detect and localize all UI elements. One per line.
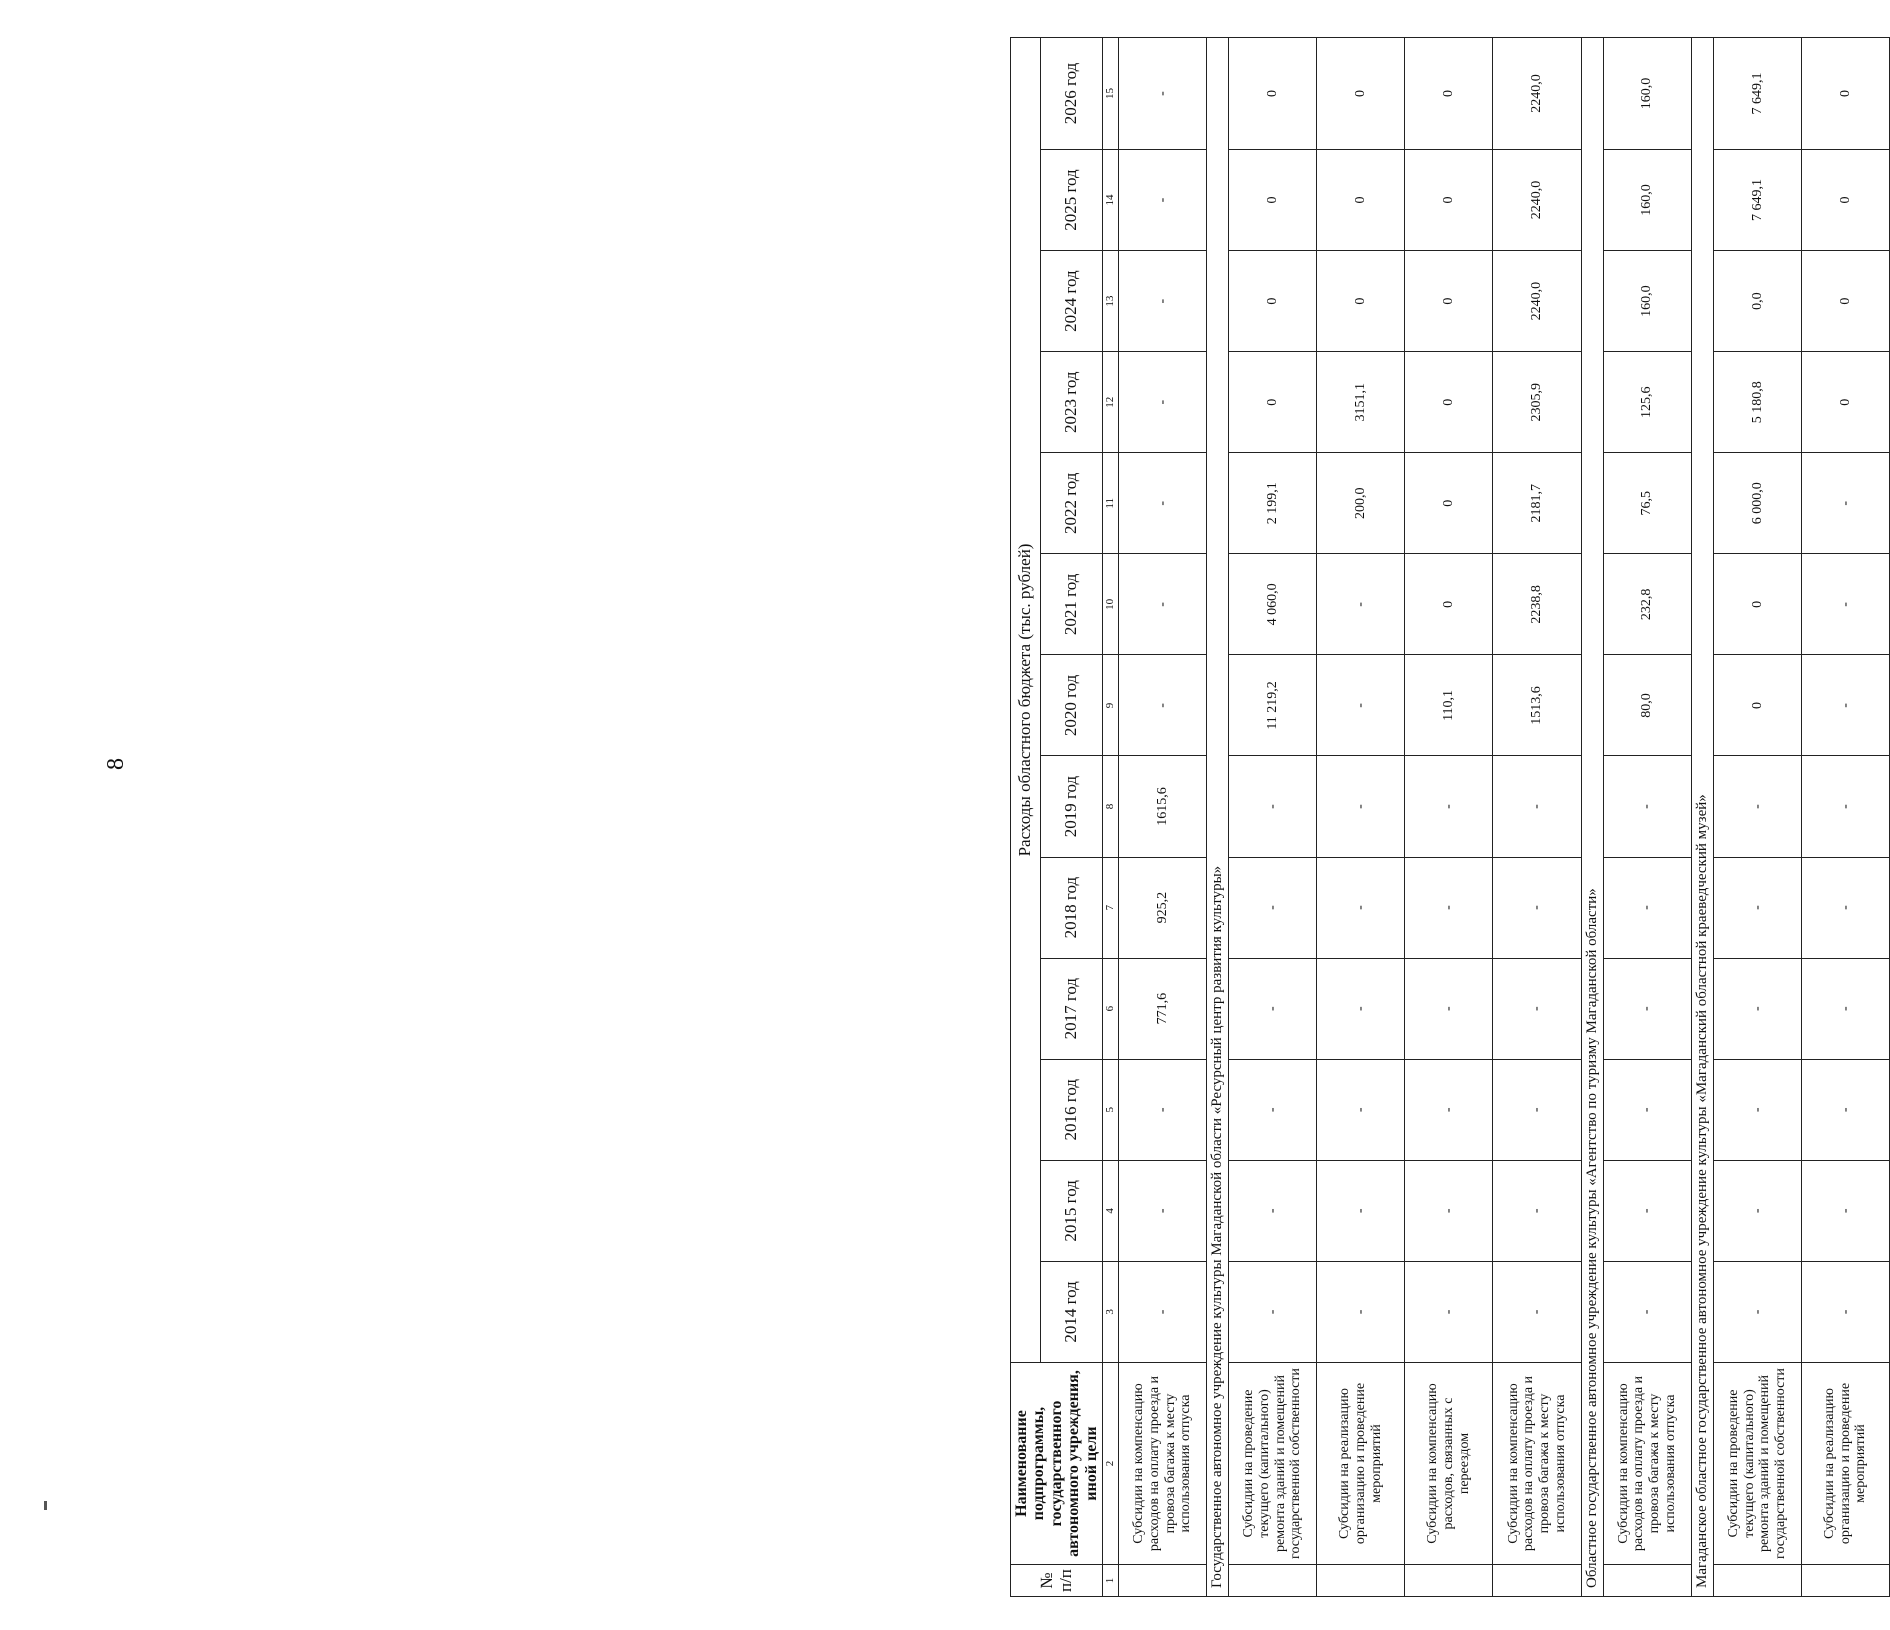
column-number: 11 xyxy=(1103,453,1119,554)
budget-value: - xyxy=(1493,1261,1581,1362)
column-number: 3 xyxy=(1103,1261,1119,1362)
budget-value: 771,6 xyxy=(1119,958,1207,1059)
budget-value: 0 xyxy=(1229,150,1317,251)
year-header: 2023 год xyxy=(1041,352,1103,453)
subsidy-name: Субсидии на реализацию организацию и проведение мероприятий xyxy=(1317,1362,1405,1564)
budget-value: 2181,7 xyxy=(1493,453,1581,554)
column-number: 10 xyxy=(1103,554,1119,655)
year-header: 2016 год xyxy=(1041,1059,1103,1160)
budget-value: 160,0 xyxy=(1603,150,1691,251)
budget-value: 0 xyxy=(1405,554,1493,655)
column-number: 14 xyxy=(1103,150,1119,251)
column-number: 5 xyxy=(1103,1059,1119,1160)
row-number-cell xyxy=(1801,1565,1889,1597)
budget-value: 0 xyxy=(1317,251,1405,352)
column-number: 1 xyxy=(1103,1565,1119,1597)
budget-value: 200,0 xyxy=(1317,453,1405,554)
budget-value: - xyxy=(1801,453,1889,554)
budget-value: - xyxy=(1119,352,1207,453)
budget-value: - xyxy=(1405,1261,1493,1362)
budget-value: - xyxy=(1119,150,1207,251)
budget-value: 1513,6 xyxy=(1493,655,1581,756)
year-header: 2018 год xyxy=(1041,857,1103,958)
subsidy-name: Субсидии на компенсацию расходов на оплату проезда и провоза багажа к месту использования отпуска xyxy=(1493,1362,1581,1564)
row-number-cell xyxy=(1405,1565,1493,1597)
column-number: 9 xyxy=(1103,655,1119,756)
column-number: 8 xyxy=(1103,756,1119,857)
budget-value: - xyxy=(1405,756,1493,857)
row-number-cell xyxy=(1493,1565,1581,1597)
budget-value: - xyxy=(1603,756,1691,857)
budget-value: 925,2 xyxy=(1119,857,1207,958)
budget-value: - xyxy=(1229,756,1317,857)
budget-value: - xyxy=(1229,1160,1317,1261)
budget-value: - xyxy=(1801,1261,1889,1362)
budget-value: 7 649,1 xyxy=(1713,150,1801,251)
budget-value: 0 xyxy=(1229,251,1317,352)
col-number-header: № п/п xyxy=(1011,1565,1103,1597)
budget-value: 4 060,0 xyxy=(1229,554,1317,655)
budget-value: - xyxy=(1801,756,1889,857)
column-number: 7 xyxy=(1103,857,1119,958)
budget-value: 0 xyxy=(1713,554,1801,655)
year-header: 2020 год xyxy=(1041,655,1103,756)
budget-value: - xyxy=(1119,554,1207,655)
budget-value: - xyxy=(1317,857,1405,958)
budget-value: - xyxy=(1713,1261,1801,1362)
budget-value: - xyxy=(1713,958,1801,1059)
budget-value: 1615,6 xyxy=(1119,756,1207,857)
budget-value: 0 xyxy=(1317,150,1405,251)
row-number-cell xyxy=(1229,1565,1317,1597)
budget-value: 110,1 xyxy=(1405,655,1493,756)
budget-value: 2 199,1 xyxy=(1229,453,1317,554)
budget-value: - xyxy=(1493,958,1581,1059)
budget-value: - xyxy=(1229,857,1317,958)
subsidy-name: Субсидии на проведение текущего (капитального) ремонта зданий и помещений государственной собственности xyxy=(1229,1362,1317,1564)
budget-value: 5 180,8 xyxy=(1713,352,1801,453)
budget-value: 11 219,2 xyxy=(1229,655,1317,756)
subsidy-name: Субсидии на реализацию организацию и проведение мероприятий xyxy=(1801,1362,1889,1564)
budget-value: - xyxy=(1801,1059,1889,1160)
budget-value: 0 xyxy=(1405,150,1493,251)
budget-value: - xyxy=(1119,1059,1207,1160)
column-number: 4 xyxy=(1103,1160,1119,1261)
column-number: 6 xyxy=(1103,958,1119,1059)
budget-value: - xyxy=(1405,958,1493,1059)
year-header: 2024 год xyxy=(1041,251,1103,352)
year-header: 2025 год xyxy=(1041,150,1103,251)
budget-value: - xyxy=(1603,1059,1691,1160)
budget-table-rotated xyxy=(1010,37,1890,1597)
budget-value: - xyxy=(1317,655,1405,756)
budget-value: 0 xyxy=(1405,251,1493,352)
budget-value: 0,0 xyxy=(1713,251,1801,352)
institution-section-title: Государственное автономное учреждение культуры Магаданской области «Ресурсный центр развития культуры» xyxy=(1207,38,1229,1597)
column-number: 12 xyxy=(1103,352,1119,453)
budget-value: - xyxy=(1119,1261,1207,1362)
year-header: 2022 год xyxy=(1041,453,1103,554)
budget-value: 0 xyxy=(1405,352,1493,453)
budget-table xyxy=(1010,37,1890,1597)
budget-value: - xyxy=(1119,251,1207,352)
budget-value: - xyxy=(1229,958,1317,1059)
budget-value: - xyxy=(1603,958,1691,1059)
budget-value: - xyxy=(1119,1160,1207,1261)
budget-value: - xyxy=(1603,1160,1691,1261)
budget-value: - xyxy=(1801,958,1889,1059)
column-number: 2 xyxy=(1103,1362,1119,1564)
row-number-cell xyxy=(1317,1565,1405,1597)
year-header: 2014 год xyxy=(1041,1261,1103,1362)
budget-value: - xyxy=(1603,1261,1691,1362)
budget-value: 0 xyxy=(1229,352,1317,453)
budget-value: 0 xyxy=(1405,453,1493,554)
budget-value: 80,0 xyxy=(1603,655,1691,756)
budget-value: - xyxy=(1801,857,1889,958)
budget-value: 125,6 xyxy=(1603,352,1691,453)
budget-value: 232,8 xyxy=(1603,554,1691,655)
budget-value: 3151,1 xyxy=(1317,352,1405,453)
col-name-header: Наименование подпрограммы, государственного автономного учреждения, иной цели xyxy=(1011,1362,1103,1564)
institution-section-title: Магаданское областное государственное автономное учреждение культуры «Магаданский областной краеведческий музей» xyxy=(1691,38,1713,1597)
column-number: 13 xyxy=(1103,251,1119,352)
budget-value: - xyxy=(1493,756,1581,857)
row-number-cell xyxy=(1603,1565,1691,1597)
budget-value: - xyxy=(1801,554,1889,655)
budget-value: 2240,0 xyxy=(1493,38,1581,150)
budget-value: - xyxy=(1405,1160,1493,1261)
year-header: 2021 год xyxy=(1041,554,1103,655)
year-header: 2019 год xyxy=(1041,756,1103,857)
budget-value: 0 xyxy=(1229,38,1317,150)
row-number-cell xyxy=(1119,1565,1207,1597)
budget-value: 0 xyxy=(1801,150,1889,251)
budget-value: 2240,0 xyxy=(1493,251,1581,352)
budget-value: 0 xyxy=(1405,38,1493,150)
budget-value: - xyxy=(1317,756,1405,857)
budget-value: 7 649,1 xyxy=(1713,38,1801,150)
subsidy-name: Субсидии на проведение текущего (капитального) ремонта зданий и помещений государственной собственности xyxy=(1713,1362,1801,1564)
subsidy-name: Субсидии на компенсацию расходов на оплату проезда и провоза багажа к месту использования отпуска xyxy=(1603,1362,1691,1564)
row-number-cell xyxy=(1713,1565,1801,1597)
budget-value: - xyxy=(1493,1059,1581,1160)
budget-value: 0 xyxy=(1317,38,1405,150)
budget-value: - xyxy=(1405,857,1493,958)
budget-value: 0 xyxy=(1801,38,1889,150)
budget-value: - xyxy=(1713,1160,1801,1261)
budget-value: - xyxy=(1493,857,1581,958)
budget-value: - xyxy=(1801,655,1889,756)
budget-group-header: Расходы областного бюджета (тыс. рублей) xyxy=(1011,38,1041,1363)
budget-value: 0 xyxy=(1801,352,1889,453)
budget-value: 160,0 xyxy=(1603,38,1691,150)
budget-value: 0 xyxy=(1801,251,1889,352)
year-header: 2015 год xyxy=(1041,1160,1103,1261)
budget-value: 2238,8 xyxy=(1493,554,1581,655)
budget-value: - xyxy=(1317,1059,1405,1160)
budget-value: - xyxy=(1801,1160,1889,1261)
budget-value: - xyxy=(1713,1059,1801,1160)
budget-value: - xyxy=(1119,38,1207,150)
budget-value: - xyxy=(1405,1059,1493,1160)
budget-value: - xyxy=(1603,857,1691,958)
budget-value: 2305,9 xyxy=(1493,352,1581,453)
subsidy-name: Субсидии на компенсацию расходов, связанных с переездом xyxy=(1405,1362,1493,1564)
budget-value: - xyxy=(1713,857,1801,958)
budget-value: - xyxy=(1317,958,1405,1059)
budget-value: - xyxy=(1317,1160,1405,1261)
budget-value: 2240,0 xyxy=(1493,150,1581,251)
budget-value: - xyxy=(1229,1261,1317,1362)
subsidy-name: Субсидии на компенсацию расходов на оплату проезда и провоза багажа к месту использования отпуска xyxy=(1119,1362,1207,1564)
scan-mark xyxy=(44,1501,47,1510)
budget-value: - xyxy=(1713,756,1801,857)
page-number: 8 xyxy=(103,758,129,770)
budget-value: - xyxy=(1119,453,1207,554)
budget-value: 0 xyxy=(1713,655,1801,756)
institution-section-title: Областное государственное автономное учреждение культуры «Агентство по туризму Магаданской области» xyxy=(1581,38,1603,1597)
budget-value: 76,5 xyxy=(1603,453,1691,554)
budget-value: 6 000,0 xyxy=(1713,453,1801,554)
budget-value: 160,0 xyxy=(1603,251,1691,352)
budget-value: - xyxy=(1119,655,1207,756)
budget-value: - xyxy=(1493,1160,1581,1261)
budget-value: - xyxy=(1229,1059,1317,1160)
budget-value: - xyxy=(1317,554,1405,655)
year-header: 2026 год xyxy=(1041,38,1103,150)
year-header: 2017 год xyxy=(1041,958,1103,1059)
budget-value: - xyxy=(1317,1261,1405,1362)
column-number: 15 xyxy=(1103,38,1119,150)
